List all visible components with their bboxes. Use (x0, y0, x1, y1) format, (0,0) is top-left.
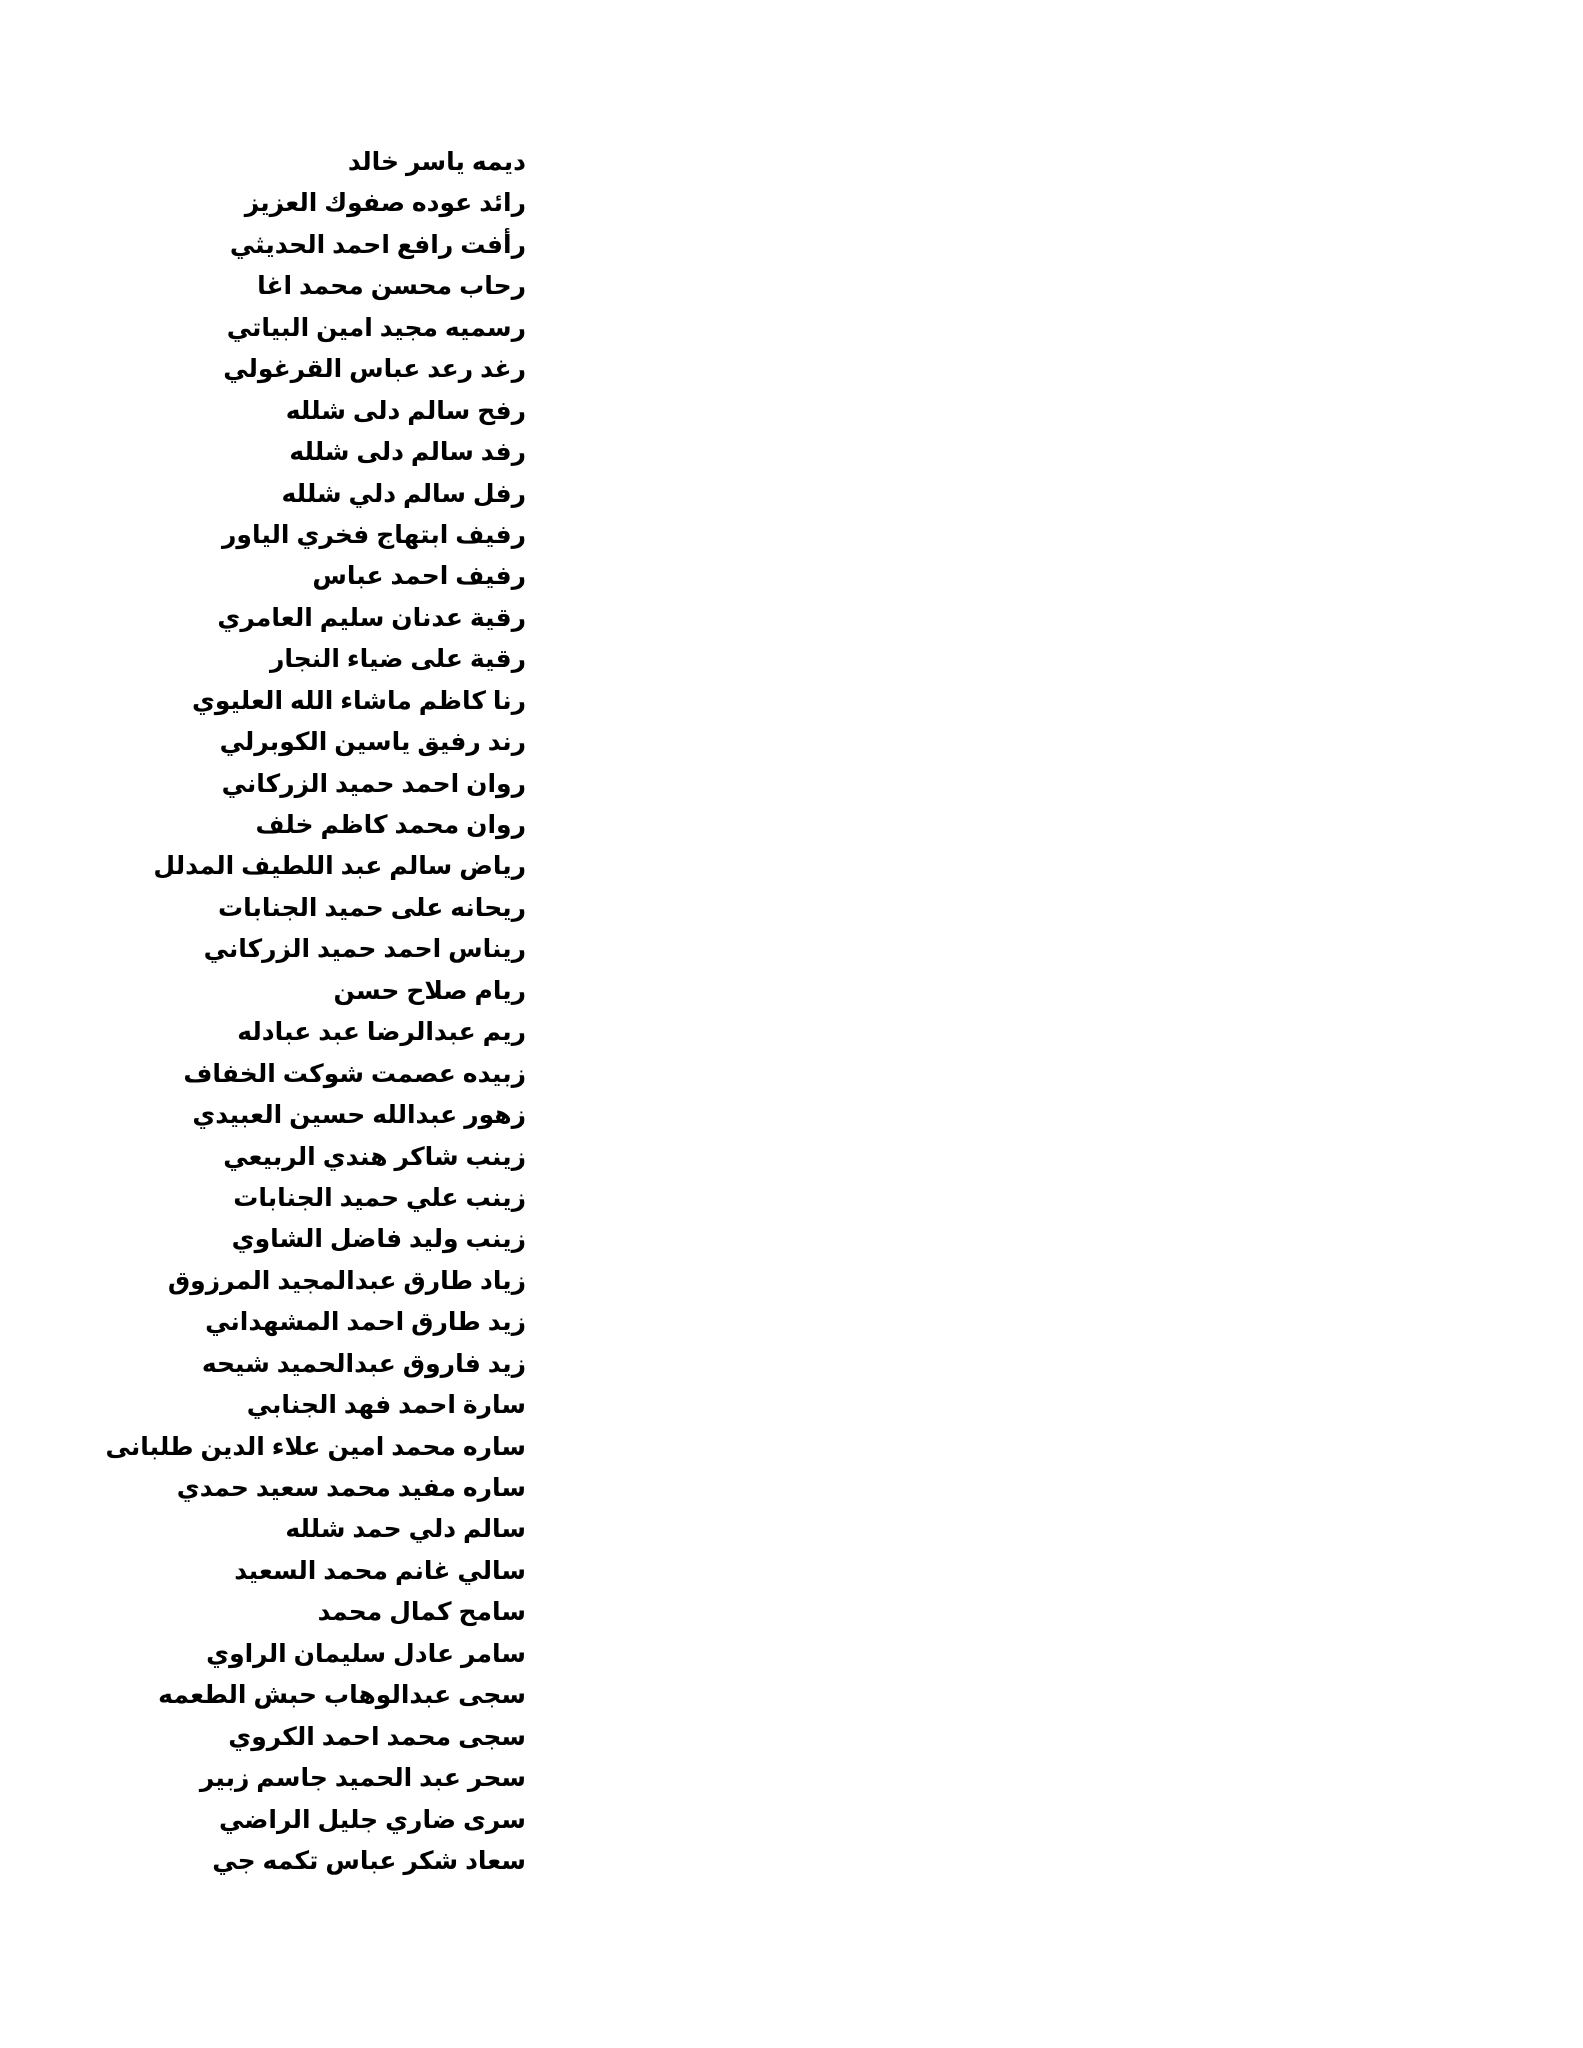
list-item: زبيده عصمت شوكت الخفاف (183, 1059, 526, 1088)
list-item: زهور عبدالله حسين العبيدي (192, 1101, 526, 1130)
list-item: سارة احمد فهد الجنابي (246, 1391, 526, 1420)
list-item: رفل سالم دلي شلله (281, 479, 526, 508)
list-item: ديمه ياسر خالد (347, 148, 526, 176)
list-item: رياض سالم عبد اللطيف المدلل (153, 852, 526, 881)
list-item: سالم دلي حمد شلله (285, 1515, 526, 1544)
list-item: ريام صلاح حسن (333, 976, 526, 1005)
list-item: زياد طارق عبدالمجيد المرزوق (167, 1266, 526, 1295)
list-item: رنا كاظم ماشاء الله العليوي (191, 686, 526, 715)
list-item: رغد رعد عباس القرغولي (223, 355, 526, 384)
list-item: روان محمد كاظم خلف (255, 811, 526, 839)
list-item: سامر عادل سليمان الراوي (206, 1639, 526, 1668)
list-item: رفد سالم دلى شلله (289, 438, 526, 467)
list-item: زينب وليد فاضل الشاوي (231, 1225, 526, 1254)
list-item: رقية عدنان سليم العامري (217, 603, 526, 632)
list-item: رفح سالم دلى شلله (285, 396, 526, 425)
list-item: ريحانه على حميد الجنابات (217, 893, 526, 922)
list-item: رند رفيق ياسين الكوبرلي (219, 728, 526, 757)
list-item: زينب شاكر هندي الربيعي (223, 1142, 526, 1171)
list-item: ساره مفيد محمد سعيد حمدي (176, 1474, 526, 1502)
list-item: سرى ضاري جليل الراضي (218, 1805, 526, 1834)
list-item: سجى عبدالوهاب حبش الطعمه (158, 1681, 526, 1710)
list-item: سامح كمال محمد (317, 1598, 526, 1627)
list-item: ساره محمد امين علاء الدين طلبانى (105, 1432, 526, 1461)
list-item: رائد عوده صفوك العزيز (244, 189, 526, 218)
list-item: زيد فاروق عبدالحميد شيحه (201, 1349, 526, 1378)
list-item: ريم عبدالرضا عبد عبادله (237, 1018, 526, 1047)
list-item: سحر عبد الحميد جاسم زبير (199, 1764, 526, 1793)
list-item: زينب علي حميد الجنابات (233, 1183, 526, 1212)
list-item: ريناس احمد حميد الزركاني (203, 935, 526, 964)
list-item: رحاب محسن محمد اغا (257, 272, 526, 301)
list-item: سالي غانم محمد السعيد (234, 1556, 526, 1585)
list-item: زيد طارق احمد المشهداني (205, 1308, 526, 1337)
list-item: رفيف احمد عباس (312, 562, 526, 591)
list-item: سجى محمد احمد الكروي (228, 1722, 526, 1751)
list-item: سعاد شكر عباس تكمه جي (212, 1846, 526, 1875)
list-item: رسميه مجيد امين البياتي (226, 313, 526, 342)
list-item: روان احمد حميد الزركاني (221, 769, 526, 798)
list-item: رفيف ابتهاج فخري الياور (222, 520, 526, 549)
list-item: رأفت رافع احمد الحديثي (229, 230, 526, 259)
names-list (106, 142, 526, 1882)
list-item: رقية على ضياء النجار (269, 645, 526, 674)
